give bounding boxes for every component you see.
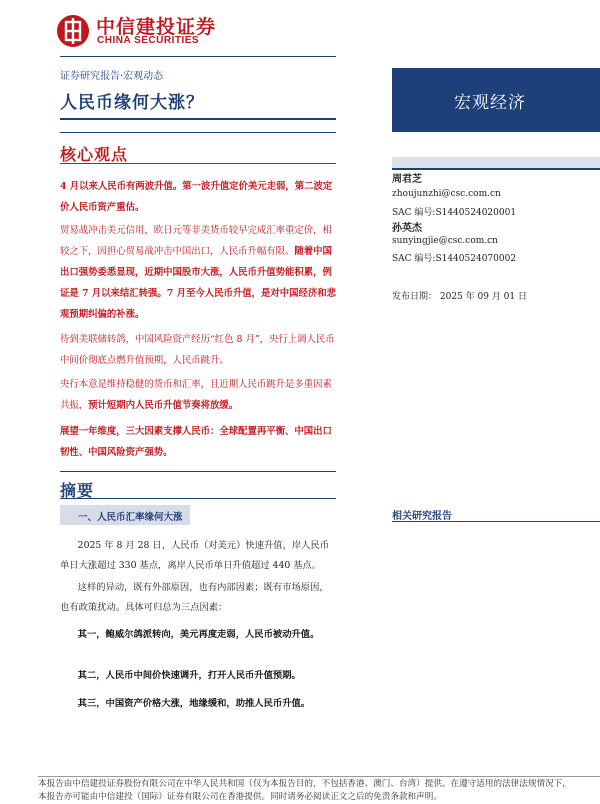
- sidebar-category-label: 宏观经济: [454, 93, 526, 113]
- analyst-email: sunyingjie@csc.com.cn: [392, 236, 498, 246]
- analyst-name: 孙英杰: [392, 223, 422, 234]
- logo-text-en: CHINA SECURITIES: [97, 35, 200, 46]
- company-logo-icon: [56, 14, 90, 48]
- summary-top-divider: [60, 471, 336, 472]
- summary-divider: [60, 498, 336, 499]
- summary-paragraph-1: 2025 年 8 月 28 日，人民币（对美元）快速升值，岸人民币单日大涨超过 330 基点，离岸人民币单日升值超过 440 基点。: [60, 540, 330, 571]
- analyst-name: 周君芝: [392, 174, 422, 185]
- page-title: 人民币缘何大涨？: [60, 93, 204, 113]
- core-paragraph-3: 待到美联储转鸽，中国风险资产经历“红色 8 月”，央行上调人民币中间价彻底点燃升值预期，人民币跳升。: [60, 334, 335, 366]
- core-heading: 核心观点: [60, 145, 129, 164]
- core-paragraph-1: 4 月以来人民币有两波升值。第一波升值定价美元走弱，第二波定价人民币资产重估。: [60, 181, 333, 213]
- sidebar-divider: [392, 168, 600, 170]
- publish-date: 发布日期： 2025 年 09 月 01 日: [392, 292, 527, 302]
- analyst-sac: SAC 编号:S1440524020001: [392, 208, 517, 218]
- core-paragraph-2: [60, 220, 336, 325]
- core-paragraph-4: [60, 374, 336, 416]
- core-paragraph-2-bold: 随着中国出口强势委悉显现，近期中国股市大涨，人民币升值势能积累，例证是 7 月以来结汇转强。7 月至今人民币升值，是对中国经济和悲观预期纠偏的补涨。: [60, 246, 336, 320]
- footer-divider: [38, 776, 600, 777]
- core-divider: [60, 163, 336, 164]
- sidebar-category-banner: [392, 68, 600, 132]
- summary-paragraph-2: 这样的异动，既有外部原因，也有内部因素；既有市场原因，也有政策扰动。具体可归总为三点因素：: [60, 582, 329, 613]
- report-category: 证券研究报告·宏观动态: [60, 71, 164, 82]
- disclaimer-line-2: 本报告亦可能由中信建投（国际）证券有限公司在香港提供。同时请务必阅读正文之后的免责条款和声明。: [38, 792, 442, 802]
- summary-heading: 摘要: [60, 481, 95, 500]
- core-paragraph-4-bold: 预计短期内人民币升值节奏将放缓。: [88, 400, 239, 411]
- related-reports-label: 相关研究报告: [392, 511, 452, 522]
- sidebar-bar: [392, 157, 600, 168]
- core-paragraph-2-normal: 贸易战冲击美元信用，欧日元等非美货币较早完成汇率重定价，相较之下，因担心贸易战冲击中国出口，人民币升幅有限。: [60, 225, 332, 257]
- title-divider-thin: [60, 132, 336, 133]
- logo-text-cn: 中信建投证券: [96, 16, 217, 38]
- title-divider: [60, 118, 336, 120]
- summary-point-2: 其二，人民币中间价快速调升，打开人民币升值预期。: [77, 670, 301, 681]
- analyst-email: zhoujunzhi@csc.com.cn: [392, 189, 501, 199]
- analyst-sac: SAC 编号:S1440524070002: [392, 254, 517, 264]
- core-paragraph-5: 展望一年维度，三大因素支撑人民币：全球配置再平衡、中国出口韧性、中国风险资产强势。: [60, 426, 332, 458]
- disclaimer-line-1: 本报告由中信建投证券股份有限公司在中华人民共和国（仅为本报告目的，不包括香港、澳门、台湾）提供。在遵守适用的法律法规情况下，: [38, 779, 571, 789]
- summary-subheading-box: [60, 505, 190, 525]
- header-divider: [60, 56, 336, 57]
- summary-subheading: 一、人民币汇率缘何大涨: [78, 512, 183, 523]
- summary-point-1: 其一，鲍威尔鸽派转向，美元再度走弱，人民币被动升值。: [77, 629, 320, 640]
- core-paragraph-4-normal: 央行本意是维持稳健的货币和汇率，且近期人民币跳升是多重因素共振，: [60, 379, 332, 411]
- summary-point-3: 其三，中国资产价格大涨，地缘缓和，助推人民币升值。: [77, 698, 311, 709]
- related-reports-header: [392, 504, 600, 522]
